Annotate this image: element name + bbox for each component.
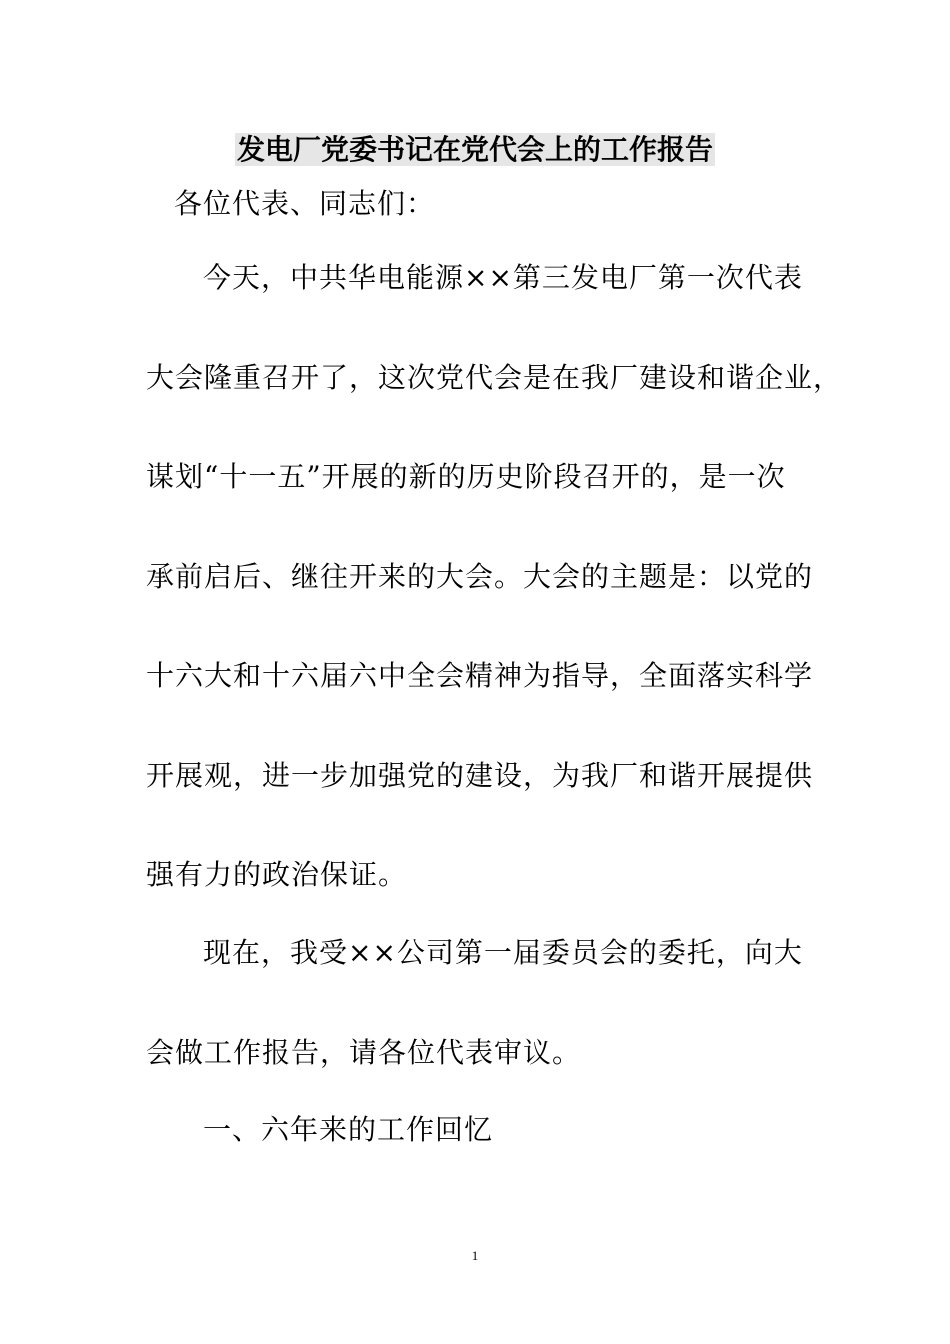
paragraph-line: 今天，中共华电能源××第三发电厂第一次代表 [203, 261, 803, 294]
document-title [0, 132, 950, 168]
paragraph-line: 现在，我受××公司第一届委员会的委托，向大 [203, 936, 803, 969]
document-title-text: 发电厂党委书记在党代会上的工作报告 [236, 133, 713, 166]
paragraph-line: 十六大和十六届六中全会精神为指导，全面落实科学 [146, 659, 814, 692]
paragraph-line: 开展观，进一步加强党的建设，为我厂和谐开展提供 [146, 759, 814, 792]
page-number: 1 [471, 1248, 479, 1263]
paragraph-line: 承前启后、继往开来的大会。大会的主题是：以党的 [146, 560, 814, 593]
salutation: 各位代表、同志们： [174, 187, 436, 220]
paragraph-line: 会做工作报告，请各位代表审议。 [146, 1036, 582, 1069]
paragraph-line: 谋划“十一五”开展的新的历史阶段召开的，是一次 [146, 460, 786, 493]
section-heading: 一、六年来的工作回忆 [203, 1113, 494, 1146]
paragraph-line: 强有力的政治保证。 [146, 858, 408, 891]
paragraph-line: 大会隆重召开了，这次党代会是在我厂建设和谐企业， [146, 361, 843, 394]
